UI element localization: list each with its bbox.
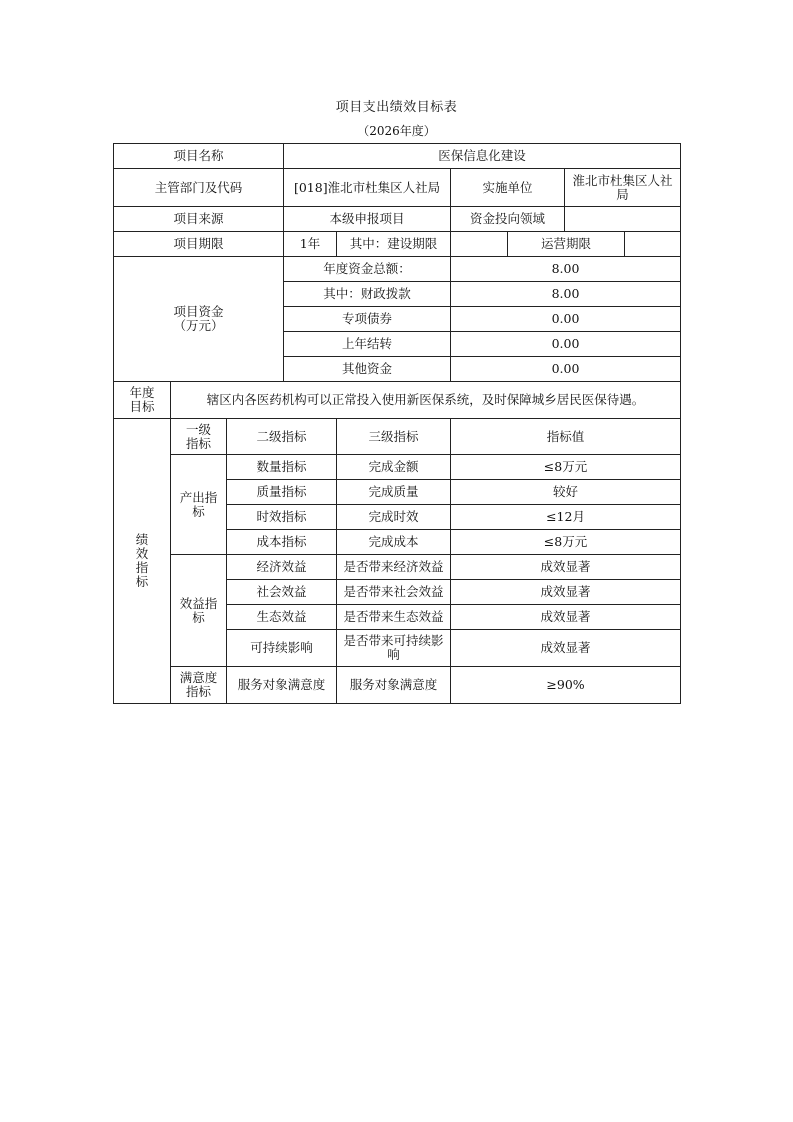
third-level-indicator: 是否带来经济效益	[337, 555, 451, 580]
header-third-level: 三级指标	[337, 419, 451, 455]
fund-item-label: 专项债券	[284, 307, 451, 332]
third-level-indicator: 完成质量	[337, 480, 451, 505]
project-name-value: 医保信息化建设	[284, 144, 681, 169]
fund-item-value: 0.00	[451, 307, 681, 332]
performance-target-table	[113, 143, 681, 704]
period-row	[114, 232, 681, 257]
indicator-value: 成效显著	[451, 605, 681, 630]
second-level-indicator: 可持续影响	[227, 630, 337, 667]
source-label: 项目来源	[114, 207, 284, 232]
period-label: 项目期限	[114, 232, 284, 257]
department-label: 主管部门及代码	[114, 169, 284, 207]
second-level-indicator: 生态效益	[227, 605, 337, 630]
project-name-label: 项目名称	[114, 144, 284, 169]
indicator-row	[114, 555, 681, 580]
second-level-indicator: 社会效益	[227, 580, 337, 605]
indicator-value: 成效显著	[451, 555, 681, 580]
indicator-value: ≤8万元	[451, 455, 681, 480]
header-indicator-value: 指标值	[451, 419, 681, 455]
indicator-value: 较好	[451, 480, 681, 505]
performance-indicators-label: 绩 效 指 标	[114, 419, 171, 704]
fund-field-value	[565, 207, 681, 232]
second-level-indicator: 服务对象满意度	[227, 667, 337, 704]
third-level-indicator: 完成时效	[337, 505, 451, 530]
department-row	[114, 169, 681, 207]
satisfaction-indicators-label: 满意度 指标	[171, 667, 227, 704]
indicator-value: ≤12月	[451, 505, 681, 530]
period-value: 1年	[284, 232, 337, 257]
fund-item-value: 0.00	[451, 357, 681, 382]
fund-item-value: 8.00	[451, 257, 681, 282]
third-level-indicator: 是否带来社会效益	[337, 580, 451, 605]
indicator-value: ≤8万元	[451, 530, 681, 555]
second-level-indicator: 质量指标	[227, 480, 337, 505]
second-level-indicator: 经济效益	[227, 555, 337, 580]
implementing-unit-value: 淮北市杜集区人社局	[565, 169, 681, 207]
fund-item-label: 其他资金	[284, 357, 451, 382]
indicator-value: ≥90%	[451, 667, 681, 704]
annual-goal-text: 辖区内各医药机构可以正常投入使用新医保系统，及时保障城乡居民医保待遇。	[171, 382, 681, 419]
implementing-unit-label: 实施单位	[451, 169, 565, 207]
fund-item-label: 上年结转	[284, 332, 451, 357]
operation-period-label: 运营期限	[508, 232, 625, 257]
second-level-indicator: 时效指标	[227, 505, 337, 530]
indicator-value: 成效显著	[451, 630, 681, 667]
project-name-row	[114, 144, 681, 169]
construction-period-label: 其中：建设期限	[337, 232, 451, 257]
annual-goal-row	[114, 382, 681, 419]
document-year: （2026年度）	[357, 124, 436, 138]
third-level-indicator: 是否带来生态效益	[337, 605, 451, 630]
third-level-indicator: 完成金额	[337, 455, 451, 480]
third-level-indicator: 完成成本	[337, 530, 451, 555]
indicator-header-row	[114, 419, 681, 455]
annual-goal-label: 年度 目标	[114, 382, 171, 419]
indicator-row	[114, 667, 681, 704]
output-indicators-label: 产出指 标	[171, 455, 227, 555]
document-title: 项目支出绩效目标表	[335, 100, 458, 115]
fund-item-value: 8.00	[451, 282, 681, 307]
fund-item-label: 其中：财政拨款	[284, 282, 451, 307]
department-value: [018]淮北市杜集区人社局	[284, 169, 451, 207]
second-level-indicator: 成本指标	[227, 530, 337, 555]
indicator-row	[114, 455, 681, 480]
indicator-value: 成效显著	[451, 580, 681, 605]
construction-period-value	[451, 232, 508, 257]
source-value: 本级申报项目	[284, 207, 451, 232]
third-level-indicator: 服务对象满意度	[337, 667, 451, 704]
fund-field-label: 资金投向领域	[451, 207, 565, 232]
funds-label: 项目资金 （万元）	[114, 257, 284, 382]
benefit-indicators-label: 效益指 标	[171, 555, 227, 667]
source-row	[114, 207, 681, 232]
operation-period-value	[625, 232, 681, 257]
fund-item-value: 0.00	[451, 332, 681, 357]
header-second-level: 二级指标	[227, 419, 337, 455]
header-first-level: 一级 指标	[171, 419, 227, 455]
fund-row	[114, 257, 681, 282]
fund-item-label: 年度资金总额：	[284, 257, 451, 282]
third-level-indicator: 是否带来可持续影响	[337, 630, 451, 667]
second-level-indicator: 数量指标	[227, 455, 337, 480]
